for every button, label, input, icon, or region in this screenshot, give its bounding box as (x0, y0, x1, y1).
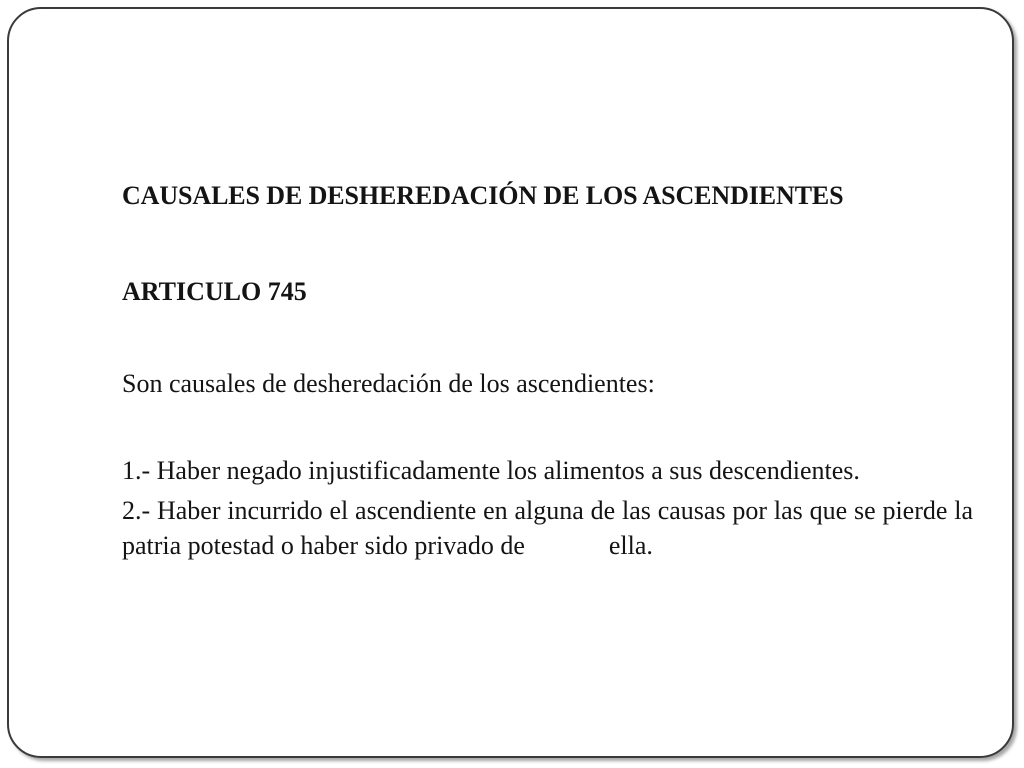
slide-content (122, 176, 973, 563)
slide-heading: CAUSALES DE DESHEREDACIÓN DE LOS ASCENDIENTES (122, 181, 844, 210)
article-title: ARTICULO 745 (122, 277, 307, 306)
list-item-2 (122, 493, 973, 563)
slide-frame (7, 7, 1014, 758)
intro-text: Son causales de desheredación de los ascendientes: (122, 369, 655, 398)
list-item-2-tail: ella. (608, 531, 653, 560)
list-item-1: 1.- Haber negado injustificadamente los alimentos a sus descendientes. (122, 456, 860, 485)
list-item-2-text: 2.- Haber incurrido el ascendiente en alguna de las causas por las que se pierde la patria potestad o haber sido privado de (122, 496, 973, 560)
